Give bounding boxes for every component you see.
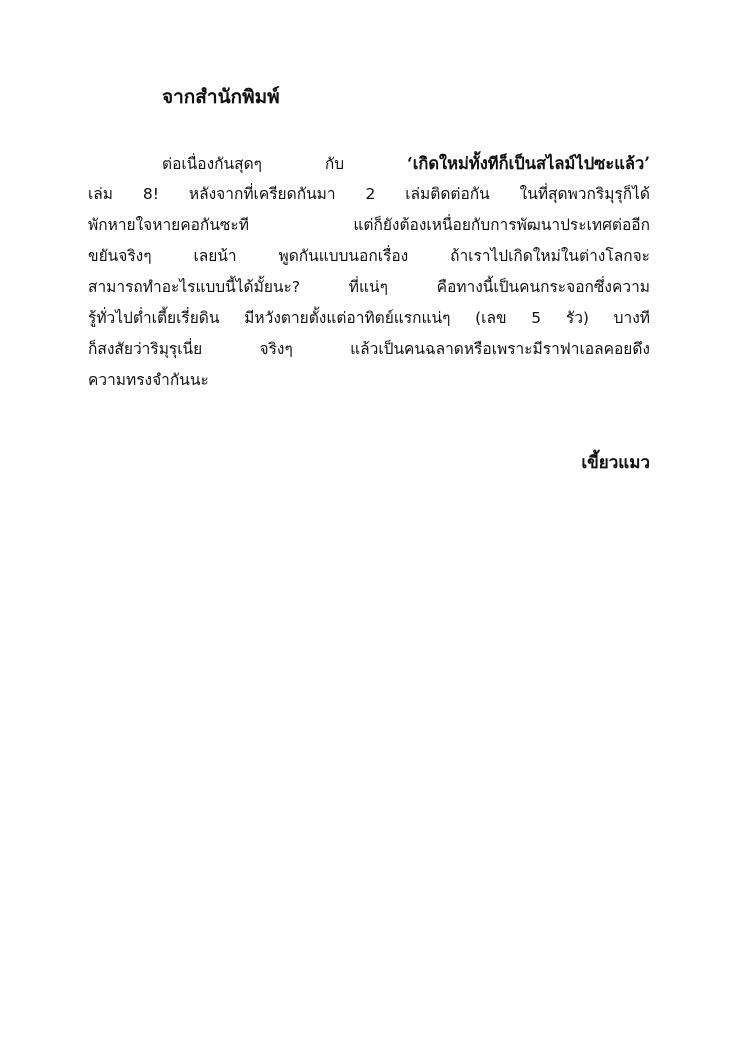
paragraph-line-6: รู้ทั่วไปต่ำเตี้ยเรี่ยดิน มีหวังตายตั้งแต่อาทิตย์แรกแน่ๆ (เลข 5 รัว) บางที [88,309,650,327]
paragraph-line-8: ความทรงจำกันนะ [88,371,209,389]
section-heading: จากสำนักพิมพ์ [162,86,280,108]
paragraph-line-3: พักหายใจหายคอกันซะที แต่ก็ยังต้องเหนื่อยกับการพัฒนาประเทศต่ออีก [88,216,650,234]
line1-prefix: ต่อเนื่องกันสุดๆ กับ [162,155,407,173]
book-title-quote: ‘เกิดใหม่ทั้งทีก็เป็นสไลม์ไปซะแล้ว’ [406,154,650,173]
paragraph-line-7: ก็สงสัยว่าริมุรุเนี่ย จริงๆ แล้วเป็นคนฉลาดหรือเพราะมีราฟาเอลคอยดึง [88,340,650,358]
body-paragraph [88,148,650,396]
paragraph-line-4: ขยันจริงๆ เลยน้า พูดกันแบบนอกเรื่อง ถ้าเราไปเกิดใหม่ในต่างโลกจะ [88,247,650,265]
author-signature: เขี้ยวแมว [581,453,650,473]
paragraph-line-5: สามารถทำอะไรแบบนี้ได้มั้ยนะ? ที่แน่ๆ คือทางนี้เป็นคนกระจอกซึ่งความ [88,278,650,296]
paragraph-line-2: เล่ม 8! หลังจากที่เครียดกันมา 2 เล่มติดต่อกัน ในที่สุดพวกริมุรุก็ได้ [88,185,650,203]
paragraph-line-1 [88,148,650,179]
